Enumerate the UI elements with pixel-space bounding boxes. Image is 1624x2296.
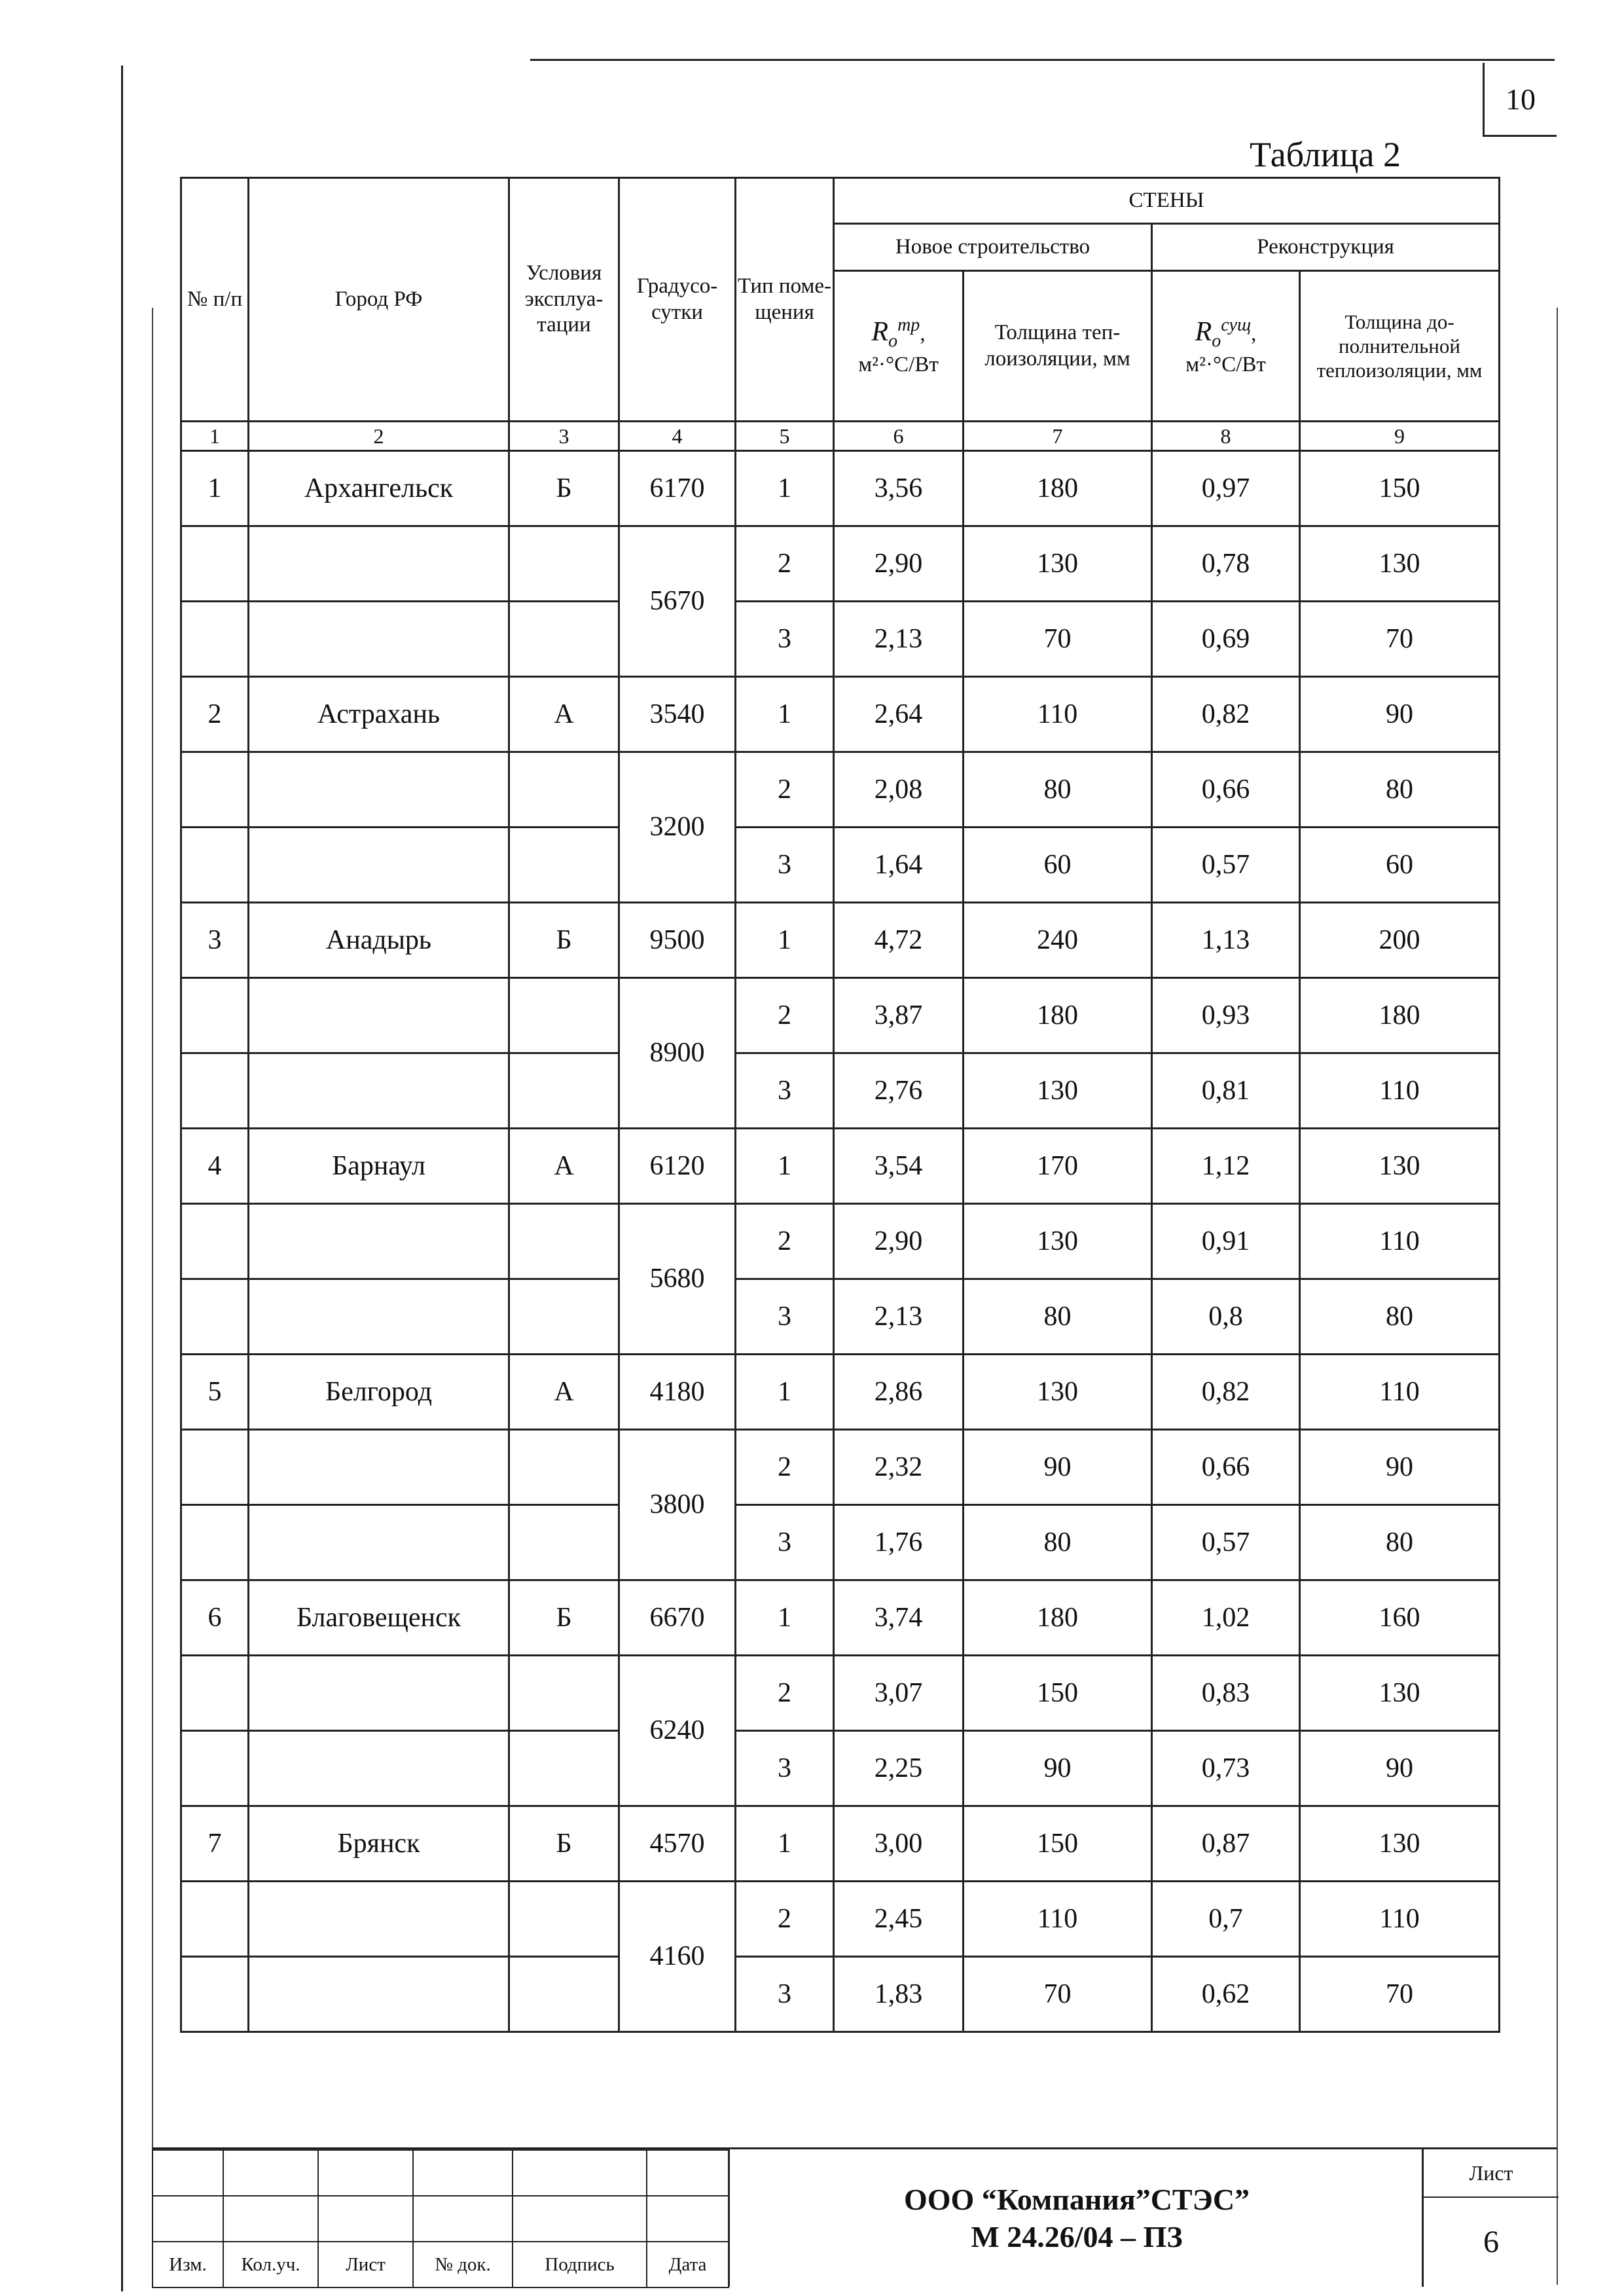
table-row [181, 1882, 1500, 1957]
thickness-recon-value: 90 [1300, 1731, 1500, 1806]
title-block-label-sheet: Лист [318, 2242, 413, 2287]
row-number: 6 [181, 1580, 249, 1656]
empty-cell [509, 1430, 619, 1505]
degree-days: 4180 [619, 1355, 736, 1430]
thickness-new-value: 70 [964, 1957, 1152, 2032]
empty-cell [249, 828, 509, 903]
table-row [181, 1731, 1500, 1806]
column-number-row [181, 422, 1500, 451]
r-required-value: 3,54 [834, 1129, 964, 1204]
page-frame-top [530, 59, 1555, 61]
empty-cell [249, 1656, 509, 1731]
room-type: 3 [736, 1053, 834, 1129]
degree-days: 6120 [619, 1129, 736, 1204]
thickness-recon-value: 110 [1300, 1204, 1500, 1279]
column-number: 5 [736, 422, 834, 451]
page-frame-left [121, 65, 123, 2291]
empty-cell [249, 1430, 509, 1505]
r-existing-value: 0,82 [1152, 1355, 1300, 1430]
page-frame-right [1557, 308, 1558, 2285]
empty-cell [181, 828, 249, 903]
degree-days: 5670 [619, 526, 736, 677]
title-block [152, 2147, 1557, 2287]
empty-cell [181, 602, 249, 677]
empty-cell [249, 1279, 509, 1355]
r-existing-value: 0,66 [1152, 1430, 1300, 1505]
empty-cell [249, 1204, 509, 1279]
table-row [181, 828, 1500, 903]
city-name: Барнаул [249, 1129, 509, 1204]
operating-conditions: Б [509, 1580, 619, 1656]
room-type: 2 [736, 1656, 834, 1731]
table-row [181, 978, 1500, 1053]
table-row [181, 1204, 1500, 1279]
thickness-recon-value: 180 [1300, 978, 1500, 1053]
degree-days: 5680 [619, 1204, 736, 1355]
empty-cell [181, 1957, 249, 2032]
empty-cell [509, 1731, 619, 1806]
row-number: 7 [181, 1806, 249, 1882]
table-row [181, 1129, 1500, 1204]
city-name: Анадырь [249, 903, 509, 978]
column-number: 3 [509, 422, 619, 451]
operating-conditions: А [509, 1355, 619, 1430]
column-number: 7 [964, 422, 1152, 451]
empty-cell [509, 1204, 619, 1279]
r-existing-value: 0,78 [1152, 526, 1300, 602]
table-row [181, 1505, 1500, 1580]
room-type: 1 [736, 1355, 834, 1430]
thickness-new-value: 60 [964, 828, 1152, 903]
walls-table [180, 177, 1500, 2033]
page-frame-inner [152, 308, 153, 2285]
thickness-new-value: 180 [964, 1580, 1152, 1656]
empty-cell [181, 1505, 249, 1580]
empty-cell [509, 526, 619, 602]
table-caption: Таблица 2 [1250, 135, 1401, 174]
room-type: 3 [736, 1731, 834, 1806]
header-reconstruction: Реконструкция [1152, 224, 1500, 271]
r-existing-value: 0,69 [1152, 602, 1300, 677]
r-required-value: 2,13 [834, 1279, 964, 1355]
thickness-recon-value: 70 [1300, 1957, 1500, 2032]
room-type: 3 [736, 1957, 834, 2032]
header-conditions: Условия эксплуа-тации [509, 178, 619, 422]
empty-cell [181, 1882, 249, 1957]
thickness-recon-value: 110 [1300, 1053, 1500, 1129]
table-row [181, 1279, 1500, 1355]
thickness-recon-value: 130 [1300, 1656, 1500, 1731]
table-row [181, 602, 1500, 677]
thickness-new-value: 90 [964, 1430, 1152, 1505]
operating-conditions: А [509, 1129, 619, 1204]
header-thickness-recon: Толщина до-полнительной теплоизоляции, мм [1300, 271, 1500, 422]
title-block-label-date: Дата [647, 2242, 729, 2287]
table-row [181, 1806, 1500, 1882]
thickness-recon-value: 110 [1300, 1882, 1500, 1957]
title-block-label-signature: Подпись [513, 2242, 647, 2287]
degree-days: 3540 [619, 677, 736, 752]
r-existing-value: 0,97 [1152, 451, 1300, 526]
page-number: 10 [1483, 63, 1557, 137]
thickness-recon-value: 160 [1300, 1580, 1500, 1656]
empty-cell [509, 1053, 619, 1129]
row-number: 2 [181, 677, 249, 752]
thickness-recon-value: 110 [1300, 1355, 1500, 1430]
company-name: ООО “Компания”СТЭС” [903, 2182, 1250, 2216]
r-existing-value: 0,57 [1152, 828, 1300, 903]
empty-cell [249, 602, 509, 677]
table-row [181, 752, 1500, 828]
r-existing-value: 0,7 [1152, 1882, 1300, 1957]
city-name: Белгород [249, 1355, 509, 1430]
r-existing-value: 1,02 [1152, 1580, 1300, 1656]
room-type: 2 [736, 1204, 834, 1279]
r-required-value: 2,90 [834, 526, 964, 602]
header-degree-days: Градусо-сутки [619, 178, 736, 422]
table-row [181, 1957, 1500, 2032]
title-block-sheet [1422, 2149, 1559, 2287]
r-required-value: 2,25 [834, 1731, 964, 1806]
sheet-label: Лист [1424, 2149, 1559, 2198]
thickness-recon-value: 200 [1300, 903, 1500, 978]
r-required-value: 2,13 [834, 602, 964, 677]
table-row [181, 1656, 1500, 1731]
room-type: 2 [736, 978, 834, 1053]
room-type: 3 [736, 1505, 834, 1580]
table-row [181, 1430, 1500, 1505]
header-thickness-new: Толщина теп-лоизоляции, мм [964, 271, 1152, 422]
r-required-value: 3,74 [834, 1580, 964, 1656]
degree-days: 9500 [619, 903, 736, 978]
city-name: Архангельск [249, 451, 509, 526]
column-number: 8 [1152, 422, 1300, 451]
header-city: Город РФ [249, 178, 509, 422]
empty-cell [509, 1505, 619, 1580]
empty-cell [249, 526, 509, 602]
header-new-construction: Новое строительство [834, 224, 1152, 271]
room-type: 3 [736, 1279, 834, 1355]
r-required-value: 2,90 [834, 1204, 964, 1279]
empty-cell [249, 1882, 509, 1957]
thickness-new-value: 80 [964, 1505, 1152, 1580]
r-existing-value: 0,8 [1152, 1279, 1300, 1355]
degree-days: 3200 [619, 752, 736, 903]
title-block-grid [152, 2149, 729, 2288]
column-number: 9 [1300, 422, 1500, 451]
operating-conditions: А [509, 677, 619, 752]
thickness-new-value: 130 [964, 1204, 1152, 1279]
thickness-recon-value: 70 [1300, 602, 1500, 677]
thickness-new-value: 180 [964, 451, 1152, 526]
r-existing-value: 0,66 [1152, 752, 1300, 828]
r-required-value: 3,00 [834, 1806, 964, 1882]
thickness-new-value: 70 [964, 602, 1152, 677]
table-row [181, 526, 1500, 602]
thickness-new-value: 240 [964, 903, 1152, 978]
room-type: 2 [736, 752, 834, 828]
r-required-value: 1,64 [834, 828, 964, 903]
title-block-label-doc-no: № док. [413, 2242, 513, 2287]
thickness-new-value: 130 [964, 1355, 1152, 1430]
operating-conditions: Б [509, 1806, 619, 1882]
thickness-recon-value: 130 [1300, 1129, 1500, 1204]
room-type: 1 [736, 677, 834, 752]
empty-cell [181, 1053, 249, 1129]
thickness-recon-value: 150 [1300, 451, 1500, 526]
r-existing-value: 0,81 [1152, 1053, 1300, 1129]
thickness-recon-value: 80 [1300, 1279, 1500, 1355]
header-walls: СТЕНЫ [834, 178, 1500, 224]
row-number: 4 [181, 1129, 249, 1204]
thickness-new-value: 110 [964, 677, 1152, 752]
thickness-new-value: 80 [964, 752, 1152, 828]
empty-cell [249, 1957, 509, 2032]
degree-days: 6170 [619, 451, 736, 526]
thickness-recon-value: 60 [1300, 828, 1500, 903]
r-required-value: 2,86 [834, 1355, 964, 1430]
empty-cell [181, 752, 249, 828]
room-type: 1 [736, 1129, 834, 1204]
empty-cell [509, 752, 619, 828]
room-type: 2 [736, 1882, 834, 1957]
r-existing-value: 0,82 [1152, 677, 1300, 752]
city-name: Астрахань [249, 677, 509, 752]
empty-cell [181, 1656, 249, 1731]
empty-cell [249, 752, 509, 828]
empty-cell [509, 1656, 619, 1731]
column-number: 2 [249, 422, 509, 451]
r-required-value: 2,64 [834, 677, 964, 752]
sheet-number: 6 [1483, 2224, 1499, 2259]
r-required-value: 3,07 [834, 1656, 964, 1731]
document-code: М 24.26/04 – ПЗ [971, 2220, 1183, 2253]
empty-cell [249, 1731, 509, 1806]
r-required-value: 4,72 [834, 903, 964, 978]
empty-cell [509, 1279, 619, 1355]
room-type: 1 [736, 1580, 834, 1656]
table-row [181, 451, 1500, 526]
empty-cell [249, 1505, 509, 1580]
thickness-recon-value: 130 [1300, 526, 1500, 602]
header-room-type: Тип поме-щения [736, 178, 834, 422]
row-number: 5 [181, 1355, 249, 1430]
degree-days: 8900 [619, 978, 736, 1129]
thickness-recon-value: 80 [1300, 1505, 1500, 1580]
empty-cell [181, 1430, 249, 1505]
column-number: 1 [181, 422, 249, 451]
table-row [181, 1355, 1500, 1430]
r-existing-value: 0,93 [1152, 978, 1300, 1053]
degree-days: 4160 [619, 1882, 736, 2032]
empty-cell [249, 978, 509, 1053]
thickness-new-value: 150 [964, 1656, 1152, 1731]
room-type: 3 [736, 602, 834, 677]
r-existing-value: 0,91 [1152, 1204, 1300, 1279]
r-required-value: 2,76 [834, 1053, 964, 1129]
r-existing-value: 0,87 [1152, 1806, 1300, 1882]
degree-days: 6670 [619, 1580, 736, 1656]
thickness-new-value: 130 [964, 1053, 1152, 1129]
empty-cell [181, 978, 249, 1053]
room-type: 1 [736, 903, 834, 978]
room-type: 1 [736, 1806, 834, 1882]
table-row [181, 1053, 1500, 1129]
thickness-recon-value: 90 [1300, 677, 1500, 752]
header-r-required: $R_о^{тр}$, м²·°С/Вт [834, 271, 964, 422]
thickness-recon-value: 130 [1300, 1806, 1500, 1882]
table-row [181, 903, 1500, 978]
degree-days: 6240 [619, 1656, 736, 1806]
column-number: 6 [834, 422, 964, 451]
degree-days: 4570 [619, 1806, 736, 1882]
thickness-new-value: 80 [964, 1279, 1152, 1355]
thickness-recon-value: 90 [1300, 1430, 1500, 1505]
thickness-new-value: 110 [964, 1882, 1152, 1957]
column-number: 4 [619, 422, 736, 451]
room-type: 2 [736, 1430, 834, 1505]
r-required-value: 1,83 [834, 1957, 964, 2032]
operating-conditions: Б [509, 903, 619, 978]
title-block-label-count: Кол.уч. [223, 2242, 318, 2287]
thickness-new-value: 170 [964, 1129, 1152, 1204]
thickness-new-value: 150 [964, 1806, 1152, 1882]
table-row [181, 677, 1500, 752]
header-r-existing: $R_о^{сущ}$, м²·°С/Вт [1152, 271, 1300, 422]
degree-days: 3800 [619, 1430, 736, 1580]
room-type: 3 [736, 828, 834, 903]
empty-cell [509, 828, 619, 903]
empty-cell [181, 526, 249, 602]
empty-cell [181, 1731, 249, 1806]
thickness-new-value: 90 [964, 1731, 1152, 1806]
r-existing-value: 0,83 [1152, 1656, 1300, 1731]
city-name: Благовещенск [249, 1580, 509, 1656]
title-block-company [728, 2149, 1424, 2287]
city-name: Брянск [249, 1806, 509, 1882]
empty-cell [509, 978, 619, 1053]
thickness-new-value: 180 [964, 978, 1152, 1053]
operating-conditions: Б [509, 451, 619, 526]
r-required-value: 3,87 [834, 978, 964, 1053]
r-required-value: 3,56 [834, 451, 964, 526]
empty-cell [509, 1957, 619, 2032]
r-existing-value: 1,13 [1152, 903, 1300, 978]
r-required-value: 2,45 [834, 1882, 964, 1957]
title-block-label-change: Изм. [153, 2242, 223, 2287]
r-existing-value: 0,73 [1152, 1731, 1300, 1806]
empty-cell [509, 1882, 619, 1957]
r-existing-value: 1,12 [1152, 1129, 1300, 1204]
r-existing-value: 0,62 [1152, 1957, 1300, 2032]
r-required-value: 2,32 [834, 1430, 964, 1505]
room-type: 1 [736, 451, 834, 526]
empty-cell [509, 602, 619, 677]
r-required-value: 1,76 [834, 1505, 964, 1580]
empty-cell [181, 1279, 249, 1355]
table-row [181, 1580, 1500, 1656]
empty-cell [181, 1204, 249, 1279]
thickness-new-value: 130 [964, 526, 1152, 602]
r-required-value: 2,08 [834, 752, 964, 828]
header-no: № п/п [181, 178, 249, 422]
r-existing-value: 0,57 [1152, 1505, 1300, 1580]
empty-cell [249, 1053, 509, 1129]
room-type: 2 [736, 526, 834, 602]
row-number: 1 [181, 451, 249, 526]
thickness-recon-value: 80 [1300, 752, 1500, 828]
row-number: 3 [181, 903, 249, 978]
